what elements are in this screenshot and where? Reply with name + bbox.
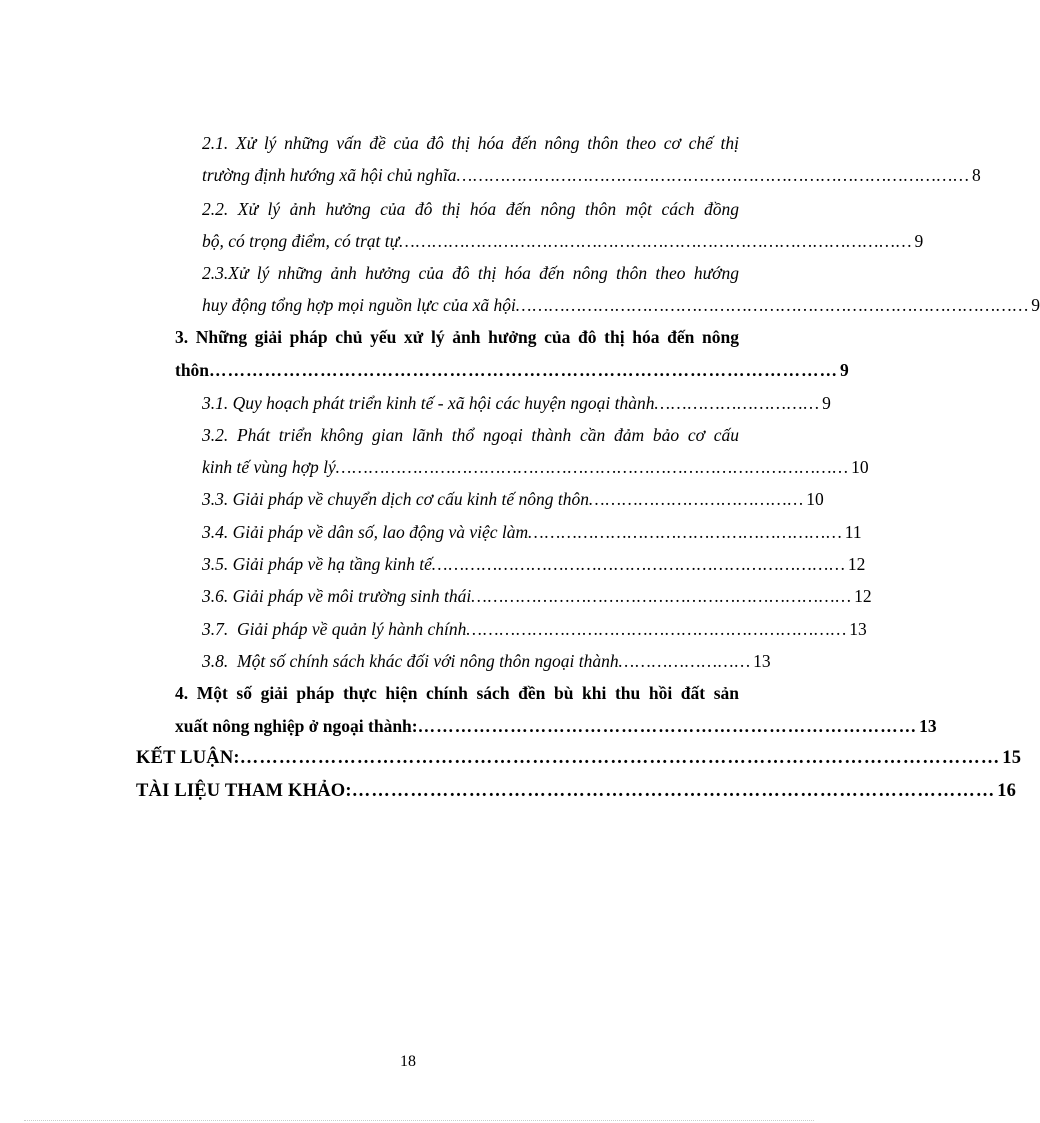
toc-entry-4[interactable] [175,713,937,739]
dot-leader: ………………………………………………… [528,522,843,542]
toc-entry-2-3-line1: 2.3.Xử lý những ảnh hưởng của đô thị hóa đến nông thôn theo hướng [202,263,739,283]
dot-leader: ………………………………… [588,489,805,509]
page-bottom-divider [24,1120,814,1121]
toc-entry-3-7[interactable] [202,616,867,642]
dot-leader: ………………………… [654,393,821,413]
toc-page-number: 12 [854,586,872,606]
dot-leader: ………………………………………………………………………………… [456,165,970,185]
toc-entry-ket-luan[interactable] [136,745,1022,771]
dot-leader: ……………………………………………………………………………………………………… [239,748,1001,768]
toc-page-number: 13 [919,716,937,736]
toc-entry-title: 3.4. Giải pháp về dân số, lao động và việc làm [202,522,529,542]
dot-leader: …………………………………………………………… [471,586,853,606]
toc-page-number: 15 [1002,748,1022,768]
dot-leader: ……………………………………………………………………… [417,716,918,736]
toc-entry-title: trường định hướng xã hội chủ nghĩa [202,165,457,185]
toc-entry-3-5[interactable] [202,551,866,577]
toc-entry-title: 3.7. Giải pháp về quản lý hành chính [202,619,467,639]
toc-entry-title: huy động tổng hợp mọi nguồn lực của xã hội [202,295,516,315]
toc-entry-2-2[interactable] [202,228,924,254]
toc-entry-3-4[interactable] [202,519,862,545]
toc-entry-title: 3.3. Giải pháp về chuyển dịch cơ cấu kinh tế nông thôn [202,489,589,509]
toc-entry-2-2-line1: 2.2. Xử lý ảnh hưởng của đô thị hóa đến nông thôn một cách đồng [202,199,739,219]
toc-entry-3[interactable] [175,357,849,383]
dot-leader: …………………… [618,651,752,671]
dot-leader: …………………………………………………………… [466,619,848,639]
toc-page-number: 12 [847,554,866,574]
toc-entry-title: 3.1. Quy hoạch phát triển kinh tế - xã hội các huyện ngoại thành [202,393,655,413]
toc-entry-3-8[interactable] [202,648,771,674]
toc-entry-2-1-line1: 2.1. Xử lý những vấn đề của đô thị hóa đến nông thôn theo cơ chế thị [202,133,739,153]
toc-entry-title: 3.6. Giải pháp về môi trường sinh thái [202,586,472,606]
toc-entry-3-2[interactable] [202,454,869,480]
toc-entry-2-3[interactable] [202,292,1040,318]
toc-page-number: 10 [851,457,869,477]
toc-page-number: 13 [753,651,771,671]
toc-page-number: 16 [997,781,1017,801]
toc-entry-title: thôn [175,360,210,380]
toc-entry-title: xuất nông nghiệp ở ngoại thành: [175,716,418,736]
toc-entry-2-1[interactable] [202,162,981,188]
toc-page-number: 10 [806,489,824,509]
dot-leader: ………………………………………………………………………………… [515,295,1030,315]
toc-page-number: 9 [914,231,924,251]
toc-entry-3-1[interactable] [202,390,831,416]
toc-entry-tai-lieu-tham-khao[interactable] [136,778,1017,804]
dot-leader: ………………………………………………………………………………… [399,231,913,251]
page-number: 18 [400,1053,416,1070]
toc-entry-3-2-line1: 3.2. Phát triển không gian lãnh thổ ngoại thành cần đảm bảo cơ cấu [202,425,739,445]
toc-entry-3-6[interactable] [202,583,872,609]
toc-entry-title: TÀI LIỆU THAM KHẢO: [136,781,352,801]
dot-leader: ………………………………………………………………………………………… [209,360,839,380]
toc-page-number: 8 [971,165,981,185]
toc-entry-title: kinh tế vùng hợp lý [202,457,336,477]
toc-entry-3-line1: 3. Những giải pháp chủ yếu xử lý ảnh hưởng của đô thị hóa đến nông [175,327,739,347]
toc-entry-title: 3.8. Một số chính sách khác đối với nông thôn ngoại thành [202,651,619,671]
toc-page-number: 9 [1031,295,1040,315]
toc-page-number: 9 [840,360,849,380]
toc-page-number: 11 [844,522,862,542]
toc-page-number: 13 [849,619,867,639]
toc-entry-title: KẾT LUẬN: [136,748,240,768]
toc-entry-4-line1: 4. Một số giải pháp thực hiện chính sách đền bù khi thu hồi đất sản [175,683,739,703]
dot-leader: ……………………………………………………………………………………… [351,781,996,801]
toc-entry-3-3[interactable] [202,486,824,512]
dot-leader: ………………………………………………………………… [431,554,846,574]
dot-leader: ………………………………………………………………………………… [335,457,850,477]
toc-entry-title: 3.5. Giải pháp về hạ tầng kinh tế [202,554,432,574]
toc-entry-title: bộ, có trọng điểm, có trạt tự [202,231,400,251]
toc-page-number: 9 [822,393,831,413]
